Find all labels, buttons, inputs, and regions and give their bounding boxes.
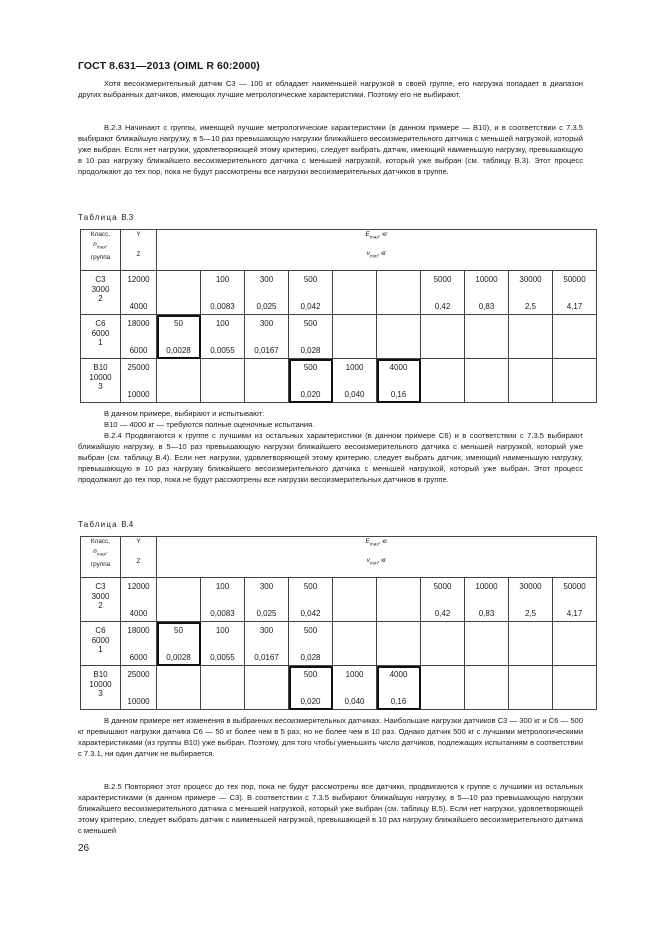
table-row <box>81 622 597 666</box>
paragraph-b23: В.2.3 Начинают с группы, имеющей лучшие метрологические характеристики (в данном примере — В10), и в соответствии с 7.3.5 выбирают ближайшую нагрузку, в 5—10 раз превышающую нагрузки ближайшего весоизмерительного датчика с меньшей нагрузкой, который уже выбран. Если нет нагрузки, удовлетворяющей этому критерию, следует выбрать датчик, имеющий наименьшую нагрузку, превышающую в 10 раз нагрузку ближайшего весоизмерительного датчика с меньшей нагрузкой, который уже выбран (см. таблицу В.3). Этот процесс продолжают до тех пор, пока не будут рассмотрены все нагрузки весоизмерительных датчиков в группе. <box>78 123 583 177</box>
z-header-label: Z <box>136 558 141 565</box>
load-cell <box>157 271 201 315</box>
vmin-value: 0,028 <box>300 653 321 662</box>
load-cell <box>465 622 509 666</box>
vmin-value: 0,042 <box>300 302 321 311</box>
y-value: 25000 <box>127 670 150 679</box>
load-cell <box>245 578 289 622</box>
load-cell <box>201 622 245 666</box>
paragraph-b25: В.2.5 Повторяют этот процесс до тех пор, пока не будут рассмотрены все датчики, продвигаются к группе с лучшими из остальных характеристиками (в данном примере — С3). В соответствии с 7.3.5 выбирают ближайшую нагрузку, в 5—10 раз превышающую нагрузки ближайшего весоизмерительного датчика с меньшей нагрузкой, который уже выбран (см. таблицу В.5). Если нет нагрузки, удовлетворяющей этому критерию, следует выбрать датчик с наименьшей нагрузкой, превышающей в 10 раз нагрузку ближайшего весоизмерительного датчика с меньшей <box>78 782 583 836</box>
load-cell <box>333 271 377 315</box>
load-cell <box>465 666 509 710</box>
selected-load-cell <box>289 359 333 403</box>
selected-load-cell <box>377 359 421 403</box>
class-value: В10 <box>93 363 108 372</box>
emax-value: 300 <box>259 275 274 284</box>
class-value: 1 <box>98 338 103 347</box>
emax-value: 100 <box>215 582 230 591</box>
z-value: 10000 <box>127 697 150 706</box>
vmin-value: 0,028 <box>300 346 321 355</box>
load-cell <box>421 359 465 403</box>
load-cell <box>289 578 333 622</box>
load-cell <box>289 315 333 359</box>
class-value: 3000 <box>91 591 110 601</box>
load-cell <box>289 622 333 666</box>
emax-header-label: $E_{max}$, кг <box>365 538 388 548</box>
table-row <box>81 578 597 622</box>
load-cell <box>157 666 201 710</box>
caption-number: В.3 <box>121 213 134 222</box>
header-row <box>81 230 597 271</box>
load-cell <box>553 271 597 315</box>
load-cell <box>377 578 421 622</box>
load-cell <box>553 315 597 359</box>
nmax-header-label: $n_{max}$, <box>93 241 108 251</box>
load-cell <box>333 622 377 666</box>
class-value: С3 <box>95 275 106 284</box>
load-cell <box>333 578 377 622</box>
z-value: 4000 <box>129 302 148 311</box>
document-header: ГОСТ 8.631—2013 (OIML R 60:2000) <box>78 60 260 72</box>
class-value: 1 <box>98 645 103 654</box>
table-b3 <box>80 229 597 403</box>
class-value: С3 <box>95 582 106 591</box>
load-cell <box>377 271 421 315</box>
load-cell <box>553 666 597 710</box>
load-cell <box>465 359 509 403</box>
emax-value: 4000 <box>389 670 408 679</box>
load-cell <box>465 271 509 315</box>
y-value: 18000 <box>127 319 150 328</box>
vmin-value: 0,0083 <box>210 609 235 618</box>
selected-load-cell <box>289 666 333 710</box>
load-cell <box>201 359 245 403</box>
vmin-value: 0,0028 <box>166 346 191 355</box>
load-cell <box>245 271 289 315</box>
class-cell <box>81 666 121 710</box>
load-cell <box>333 315 377 359</box>
load-cell <box>553 622 597 666</box>
vmin-value: 4,17 <box>566 302 583 311</box>
z-value: 4000 <box>129 609 148 618</box>
vmin-value: 0,042 <box>300 609 321 618</box>
vmin-value: 0,0055 <box>210 653 235 662</box>
vmin-value: 2,5 <box>524 609 537 618</box>
caption-label: Таблица <box>78 520 118 529</box>
class-value: 6000 <box>91 328 110 338</box>
emax-value: 5000 <box>433 275 452 284</box>
vmin-value: 0,020 <box>300 390 321 399</box>
vmin-header-label: $v_{min}$, кг <box>366 557 387 567</box>
table-row <box>81 315 597 359</box>
yz-cell <box>121 578 157 622</box>
yz-cell <box>121 666 157 710</box>
vmin-value: 0,83 <box>478 302 495 311</box>
emax-value: 500 <box>303 275 318 284</box>
class-cell <box>81 271 121 315</box>
z-header-label: Z <box>136 251 141 258</box>
table-b4 <box>80 536 597 710</box>
load-cell <box>421 315 465 359</box>
vmin-value: 0,0167 <box>254 653 279 662</box>
load-cell <box>377 622 421 666</box>
load-cell <box>509 666 553 710</box>
paragraph-b10-selected: В10 — 4000 кг — требуются полные оценочные испытания. <box>104 420 315 429</box>
load-cell <box>157 578 201 622</box>
vmin-value: 0,040 <box>344 390 365 399</box>
emax-value: 1000 <box>345 363 364 372</box>
load-cell <box>509 622 553 666</box>
table-row <box>81 666 597 710</box>
vmin-value: 0,0167 <box>254 346 279 355</box>
vmin-value: 0,025 <box>256 609 277 618</box>
load-cell <box>465 315 509 359</box>
emax-value: 100 <box>215 626 230 635</box>
paragraph-example-2: В данном примере нет изменения в выбранных весоизмерительных датчиках. Наибольшие нагрузки датчиков С3 — 300 кг и С6 — 500 кг превышают нагрузки датчика С6 — 50 кг более чем в 5 раз, но не более чем в 10 раз. Однако датчик 500 кг с лучшими метрологическими характеристиками (из группы В10) уже выбран. Поэтому, для того чтобы уменьшить число датчиков, подлежащих испытаниям в соответствии с 7.3.1, ни один датчик не выбирается. <box>78 716 583 759</box>
emax-value: 500 <box>303 319 318 328</box>
load-cell <box>465 578 509 622</box>
class-header-label: Класс, <box>90 231 111 238</box>
yz-cell <box>121 271 157 315</box>
class-value: 2 <box>98 294 103 303</box>
emax-value: 10000 <box>475 582 498 591</box>
emax-value: 100 <box>215 319 230 328</box>
emax-vmin-header-cell <box>157 230 597 271</box>
emax-value: 10000 <box>475 275 498 284</box>
emax-value: 300 <box>259 582 274 591</box>
emax-value: 500 <box>303 582 318 591</box>
emax-value: 4000 <box>389 363 408 372</box>
class-value: 3 <box>98 689 103 698</box>
y-header-label: Y <box>136 231 141 238</box>
z-value: 10000 <box>127 390 150 399</box>
class-cell <box>81 315 121 359</box>
load-cell <box>509 578 553 622</box>
yz-cell <box>121 359 157 403</box>
table-b4-caption <box>78 520 133 529</box>
emax-value: 500 <box>303 670 318 679</box>
load-cell <box>377 315 421 359</box>
emax-value: 50 <box>174 319 183 328</box>
vmin-value: 0,16 <box>390 390 407 399</box>
vmin-value: 0,42 <box>434 609 451 618</box>
load-cell <box>509 271 553 315</box>
emax-value: 50000 <box>563 275 586 284</box>
vmin-value: 0,83 <box>478 609 495 618</box>
class-value: С6 <box>95 626 106 635</box>
class-value: 6000 <box>91 635 110 645</box>
yz-cell <box>121 315 157 359</box>
emax-value: 500 <box>303 626 318 635</box>
class-value: 3 <box>98 382 103 391</box>
vmin-value: 0,0055 <box>210 346 235 355</box>
group-header-label: группа <box>90 561 111 569</box>
load-cell <box>201 578 245 622</box>
z-value: 6000 <box>129 653 148 662</box>
class-header-label: Класс, <box>90 538 111 545</box>
table-b3-caption <box>78 213 133 222</box>
y-value: 12000 <box>127 582 150 591</box>
emax-value: 50000 <box>563 582 586 591</box>
emax-header-label: $E_{max}$, кг <box>365 231 388 241</box>
header-row <box>81 537 597 578</box>
emax-vmin-header-cell <box>157 537 597 578</box>
load-cell <box>421 578 465 622</box>
emax-value: 1000 <box>345 670 364 679</box>
load-cell <box>421 666 465 710</box>
load-cell <box>421 271 465 315</box>
class-value: 10000 <box>89 372 112 382</box>
load-cell <box>245 315 289 359</box>
y-value: 12000 <box>127 275 150 284</box>
emax-value: 500 <box>303 363 318 372</box>
vmin-value: 2,5 <box>524 302 537 311</box>
class-cell <box>81 622 121 666</box>
yz-header-cell <box>121 537 157 578</box>
y-value: 25000 <box>127 363 150 372</box>
class-header-cell <box>81 230 121 271</box>
emax-value: 30000 <box>519 582 542 591</box>
z-value: 6000 <box>129 346 148 355</box>
class-value: С6 <box>95 319 106 328</box>
yz-cell <box>121 622 157 666</box>
y-header-label: Y <box>136 538 141 545</box>
class-header-cell <box>81 537 121 578</box>
vmin-value: 4,17 <box>566 609 583 618</box>
caption-number: В.4 <box>121 520 134 529</box>
load-cell <box>553 359 597 403</box>
nmax-header-label: $n_{max}$, <box>93 548 108 558</box>
emax-value: 30000 <box>519 275 542 284</box>
selected-load-cell <box>377 666 421 710</box>
load-cell <box>553 578 597 622</box>
emax-value: 300 <box>259 319 274 328</box>
selected-load-cell <box>157 622 201 666</box>
load-cell <box>333 359 377 403</box>
load-cell <box>289 271 333 315</box>
load-cell <box>245 359 289 403</box>
group-header-label: группа <box>90 254 111 262</box>
emax-value: 50 <box>174 626 183 635</box>
paragraph-example-1: В данном примере, выбирают и испытывают: <box>104 409 265 418</box>
load-cell <box>201 666 245 710</box>
emax-value: 100 <box>215 275 230 284</box>
load-cell <box>421 622 465 666</box>
load-cell <box>333 666 377 710</box>
caption-label: Таблица <box>78 213 118 222</box>
vmin-value: 0,020 <box>300 697 321 706</box>
table-row <box>81 359 597 403</box>
paragraph-1: Хотя весоизмерительный датчик С3 — 100 кг обладает наименьшей нагрузкой в своей группе, его нагрузка попадает в диапазон других выбранных датчиков, имеющих лучшие метрологические характеристики. Поэтому его не выбирают. <box>78 79 583 100</box>
yz-header-cell <box>121 230 157 271</box>
y-value: 18000 <box>127 626 150 635</box>
emax-value: 300 <box>259 626 274 635</box>
vmin-header-label: $v_{min}$, кг <box>366 250 387 260</box>
emax-value: 5000 <box>433 582 452 591</box>
vmin-value: 0,16 <box>390 697 407 706</box>
class-value: В10 <box>93 670 108 679</box>
load-cell <box>157 359 201 403</box>
class-value: 10000 <box>89 679 112 689</box>
class-cell <box>81 578 121 622</box>
load-cell <box>509 315 553 359</box>
load-cell <box>201 315 245 359</box>
vmin-value: 0,0083 <box>210 302 235 311</box>
vmin-value: 0,025 <box>256 302 277 311</box>
paragraph-b24: В.2.4 Продвигаются к группе с лучшими из остальных характеристики (в данном примере С6) и в соответствии с 7.3.5 выбирают ближайшую нагрузку, в 5—10 раз превышающую нагрузки ближайшего весоизмерительного датчика с меньшей нагрузкой, который уже выбран (см. таблицу В.4). Если нет нагрузки, удовлетворяющей этому критерию, следует выбрать датчик, имеющий наименьшую нагрузку, превышающую в 10 раз нагрузку ближайшего весоизмерительного датчика с меньшей нагрузкой, который уже выбран. Этот процесс продолжают до тех пор, пока не будут рассмотрены все нагрузки весоизмерительных датчиков в группе. <box>78 431 583 485</box>
vmin-value: 0,0028 <box>166 653 191 662</box>
table-row <box>81 271 597 315</box>
load-cell <box>509 359 553 403</box>
page-number: 26 <box>78 843 90 854</box>
class-value: 2 <box>98 601 103 610</box>
load-cell <box>245 666 289 710</box>
class-cell <box>81 359 121 403</box>
class-value: 3000 <box>91 284 110 294</box>
vmin-value: 0,040 <box>344 697 365 706</box>
load-cell <box>245 622 289 666</box>
vmin-value: 0,42 <box>434 302 451 311</box>
selected-load-cell <box>157 315 201 359</box>
load-cell <box>201 271 245 315</box>
